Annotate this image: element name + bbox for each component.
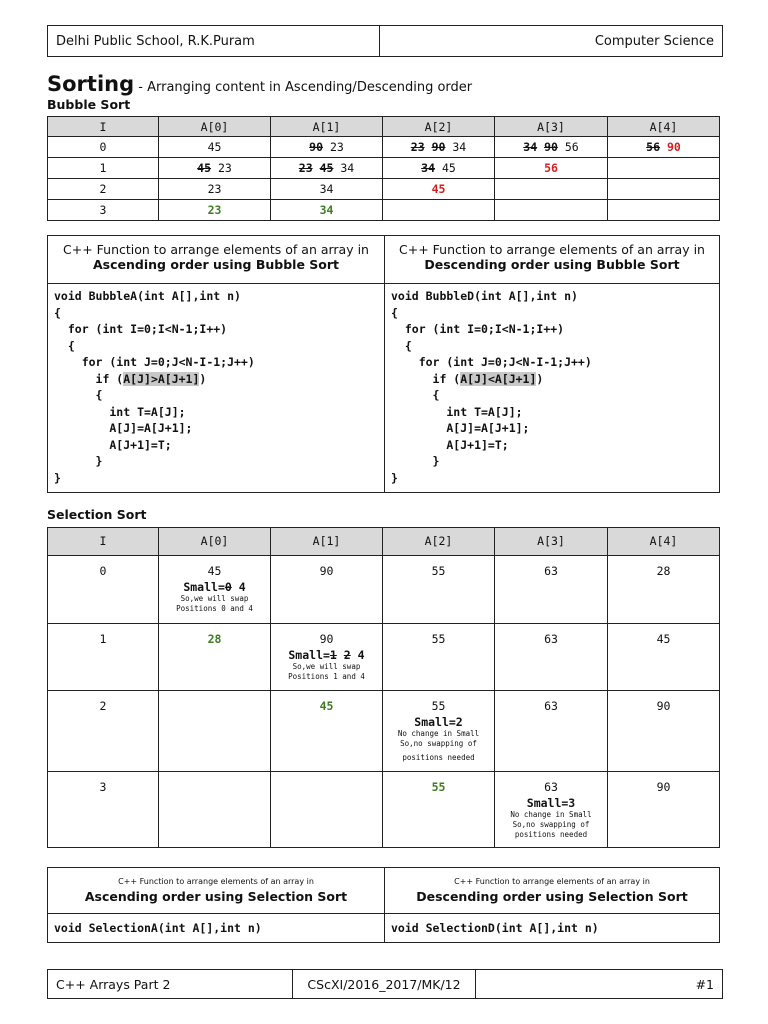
col-header: I [48,117,159,137]
highlighted-condition: A[J]>A[J+1] [123,371,200,386]
value: 63 [544,780,558,794]
bubble-sort-label: Bubble Sort [47,97,131,112]
cell: 90 [271,556,383,624]
selection-asc-heading [48,868,385,914]
cell [271,200,383,221]
heading-bold: Ascending order using Selection Sort [84,889,348,904]
small-tracker: Small=3 [526,796,576,810]
bubble-asc-code [48,284,385,493]
table-row [48,772,720,848]
small-label: Small= [288,648,330,662]
note-text: So,we will swap [180,594,249,603]
cell [383,200,495,221]
small-value: 4 [357,648,365,662]
struck-value: 45 [319,161,334,175]
cell: 90 [608,772,720,848]
selection-sort-label: Selection Sort [47,507,147,522]
cell [159,200,271,221]
cell: 63 [495,691,608,772]
value: 45 [207,564,222,578]
cell: 0 [48,556,159,624]
note-text: Positions 1 and 4 [288,672,365,681]
cell: 3 [48,200,159,221]
footer-topic: C++ Arrays Part 2 [48,970,293,999]
cell [271,158,383,179]
bubble-sort-table [47,116,720,221]
cell: 2 [48,691,159,772]
page-number: #1 [476,970,723,999]
table-row [48,158,720,179]
page-header [47,25,723,57]
cell [383,179,495,200]
heading-bold: Ascending order using Bubble Sort [92,257,339,272]
selection-desc-heading [385,868,720,914]
cell: 34 [271,179,383,200]
struck-value: 0 [224,580,232,594]
cell [495,137,608,158]
struck-value: 56 [646,140,661,154]
cell [159,772,271,848]
value: 45 [441,161,456,175]
cell [271,137,383,158]
cell [608,137,720,158]
note-text: So,no swapping of [400,739,477,748]
sorted-value: 23 [207,203,222,217]
cell: 55 [383,624,495,691]
value: 90 [319,632,334,646]
cell [608,158,720,179]
cell: 45 [608,624,720,691]
struck-value: 1 [329,648,337,662]
cell [495,200,608,221]
cell: 3 [48,772,159,848]
note-text: Positions 0 and 4 [176,604,253,613]
value: 23 [329,140,344,154]
cell: 90 [608,691,720,772]
note-text: No change in Small [397,729,480,738]
heading-line: C++ Function to arrange elements of an array in [63,242,369,257]
cell: 28 [608,556,720,624]
struck-value: 2 [343,648,351,662]
bubble-sort-functions [47,235,720,493]
value: 34 [340,161,355,175]
value: 56 [564,140,579,154]
footer-code: CScXI/2016_2017/MK/12 [293,970,476,999]
struck-value: 23 [410,140,425,154]
heading-bold: Descending order using Selection Sort [416,889,688,904]
cell: 63 [495,556,608,624]
note-text: positions needed [514,830,588,839]
cell [608,200,720,221]
school-name: Delhi Public School, R.K.Puram [48,26,380,57]
code-text: ) { int T=A[J]; A[J]=A[J+1]; A[J+1]=T; } } [391,371,544,485]
struck-value: 34 [421,161,436,175]
bubble-desc-code [385,284,720,493]
cell [159,158,271,179]
sorted-value: 56 [544,161,558,175]
sorted-value: 45 [319,699,334,713]
cell [383,691,495,772]
bubble-desc-heading [385,236,720,284]
cell [271,624,383,691]
subject-name: Computer Science [380,26,723,57]
table-row [48,179,720,200]
title-subtitle: - Arranging content in Ascending/Descending order [134,80,473,95]
struck-value: 90 [309,140,324,154]
cell: 1 [48,624,159,691]
code-text: void BubbleA(int A[],int n) { for (int I=0;I<N-1;I++) { for (int J=0;J<N-I-1;J++) if ( [54,289,255,386]
cell: 63 [495,624,608,691]
struck-value: 90 [544,140,558,154]
bubble-asc-heading [48,236,385,284]
sorted-value: 28 [207,632,222,646]
small-value: 4 [231,580,246,594]
selection-asc-code: void SelectionA(int A[],int n) [48,914,385,943]
cell: 23 [159,179,271,200]
cell [159,624,271,691]
cell: 1 [48,158,159,179]
value: 55 [431,699,446,713]
table-row [48,624,720,691]
heading-bold: Descending order using Bubble Sort [424,257,680,272]
small-tracker [272,648,381,662]
cell: 55 [383,556,495,624]
cell [608,179,720,200]
col-header: A[4] [608,528,720,556]
cell: 0 [48,137,159,158]
table-row [48,556,720,624]
col-header: A[2] [383,528,495,556]
table-header-row [48,528,720,556]
struck-value: 23 [298,161,313,175]
table-row [48,200,720,221]
small-tracker [160,580,269,594]
col-header: A[1] [271,117,383,137]
col-header: A[0] [159,528,271,556]
table-row [48,137,720,158]
page-footer [47,969,723,999]
col-header: A[1] [271,528,383,556]
selection-sort-functions [47,867,720,943]
highlighted-condition: A[J]<A[J+1] [460,371,537,386]
code-text: void BubbleD(int A[],int n) { for (int I=0;I<N-1;I++) { for (int J=0;J<N-I-1;J++) if ( [391,289,592,386]
table-header-row [48,117,720,137]
cell [495,772,608,848]
cell [159,691,271,772]
cell [271,691,383,772]
cell [383,772,495,848]
value: 23 [217,161,232,175]
code-text: ) { int T=A[J]; A[J]=A[J+1]; A[J+1]=T; } } [54,371,207,485]
sorted-value: 45 [431,182,446,196]
col-header: A[3] [495,528,608,556]
col-header: I [48,528,159,556]
page-title [47,72,472,96]
heading-line: C++ Function to arrange elements of an array in [454,877,650,886]
struck-value: 90 [431,140,446,154]
sorted-value: 55 [431,780,446,794]
cell: 45 [159,137,271,158]
note-text: So,we will swap [292,662,361,671]
sorted-value: 34 [319,203,334,217]
note-text: So,no swapping of [512,820,590,829]
small-tracker: Small=2 [414,715,463,729]
struck-value: 45 [197,161,212,175]
title-main: Sorting [47,72,135,96]
selection-sort-table [47,527,720,848]
heading-line: C++ Function to arrange elements of an array in [399,242,705,257]
cell [159,556,271,624]
small-label: Small= [183,580,225,594]
col-header: A[2] [383,117,495,137]
value: 34 [452,140,467,154]
table-row [48,691,720,772]
heading-line: C++ Function to arrange elements of an array in [118,877,314,886]
cell [383,137,495,158]
selection-desc-code: void SelectionD(int A[],int n) [385,914,720,943]
cell [495,179,608,200]
col-header: A[0] [159,117,271,137]
cell [383,158,495,179]
cell [271,772,383,848]
note-text: No change in Small [510,810,592,819]
struck-value: 34 [523,140,538,154]
sorted-value: 90 [666,140,681,154]
note-text: positions needed [402,753,475,762]
col-header: A[4] [608,117,720,137]
cell [495,158,608,179]
cell: 2 [48,179,159,200]
col-header: A[3] [495,117,608,137]
